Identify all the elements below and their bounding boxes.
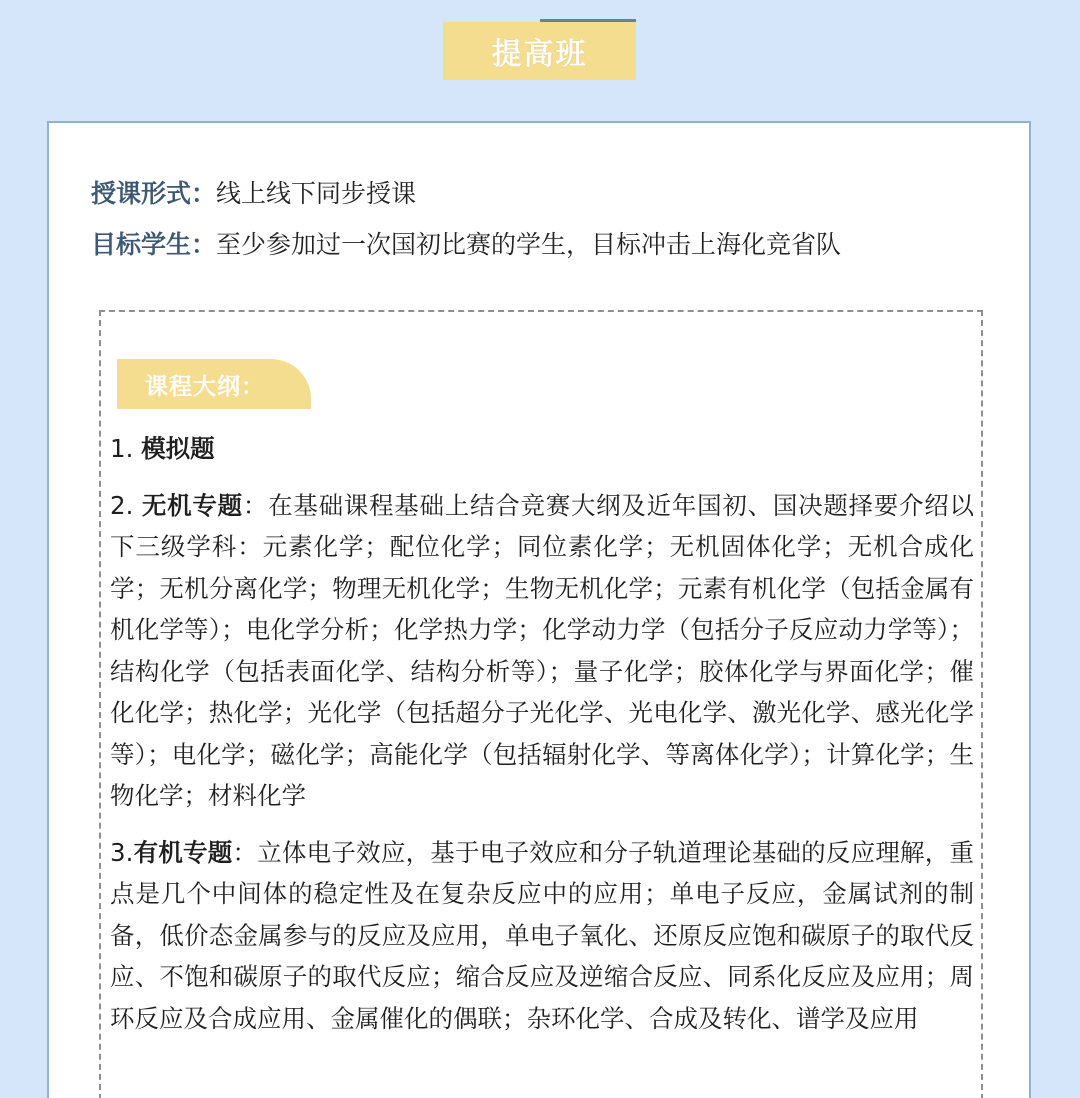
class-title: 提高班 — [491, 37, 588, 72]
course-outline-tag-label: 课程大纲： — [145, 373, 265, 400]
outline-item-inorganic — [110, 485, 974, 817]
target-students-label: 目标学生： — [91, 230, 217, 259]
outline-item-title: 有机专题 — [133, 837, 233, 867]
course-outline-tag — [117, 359, 311, 409]
outline-item-title: 无机专题 — [141, 490, 243, 520]
outline-item-number: 2. — [110, 490, 142, 520]
outline-item-number: 1. — [110, 434, 142, 463]
target-students-line — [91, 228, 841, 262]
class-title-banner — [443, 22, 636, 80]
outline-item-body: ：立体电子效应，基于电子效应和分子轨道理论基础的反应理解，重点是几个中间体的稳定性及在复杂反应中的应用；单电子反应，金属试剂的制备，低价态金属参与的反应及应用，单电子氧化、还原反应饱和碳原子的取代反应、不饱和碳原子的取代反应；缩合反应及逆缩合反应、同系化反应及应用；周环反应及合成应用、金属催化的偶联；杂环化学、合成及转化、谱学及应用 — [110, 837, 975, 1033]
teaching-format-line — [91, 177, 416, 211]
course-info-card — [47, 121, 1031, 1098]
outline-item-body: ：在基础课程基础上结合竞赛大纲及近年国初、国决题择要介绍以下三级学科：元素化学；配位化学；同位素化学；无机固体化学；无机合成化学；无机分离化学；物理无机化学；生物无机化学；元素有机化学（包括金属有机化学等）；电化学分析；化学热力学；化学动力学（包括分子反应动力学等）；结构化学（包括表面化学、结构分析等）；量子化学；胶体化学与界面化学；催化化学；热化学；光化学（包括超分子光化学、光电化学、激光化学、感光化学等）；电化学；磁化学；高能化学（包括辐射化学、等离体化学）；计算化学；生物化学；材料化学 — [110, 490, 974, 810]
teaching-format-value: 线上线下同步授课 — [216, 179, 417, 208]
outline-item-number: 3. — [110, 837, 134, 867]
target-students-value: 至少参加过一次国初比赛的学生，目标冲击上海化竞省队 — [216, 230, 842, 259]
course-outline-box — [99, 310, 983, 1098]
outline-item-organic — [110, 832, 974, 1040]
teaching-format-label: 授课形式： — [91, 179, 217, 208]
outline-item-mock-exams — [110, 428, 974, 470]
course-outline-content — [110, 428, 974, 1054]
outline-item-title: 模拟题 — [141, 434, 215, 463]
